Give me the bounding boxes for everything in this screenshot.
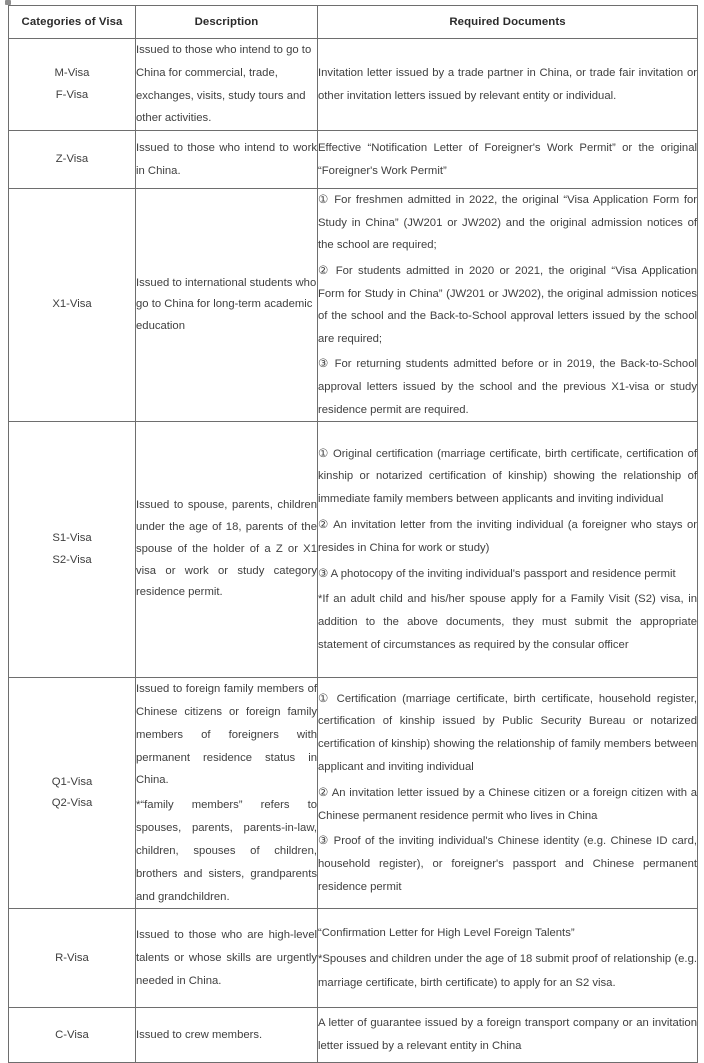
table-row bbox=[9, 678, 698, 909]
cell-description bbox=[136, 909, 318, 1008]
cell-description bbox=[136, 189, 318, 422]
cell-visa-category bbox=[9, 131, 136, 189]
cell-visa-category bbox=[9, 1008, 136, 1063]
description-paragraph: Issued to those who intend to work in China. bbox=[136, 142, 317, 177]
cell-visa-category bbox=[9, 678, 136, 909]
cell-required-documents bbox=[318, 1008, 698, 1063]
visa-category-label: S1-Visa bbox=[52, 532, 92, 545]
requirement-paragraph: ① Original certification (marriage certificate, birth certificate, certification of kinship or notarized certification of kinship) showing the relationship of immediate family members between applicants and inviting individual bbox=[318, 447, 697, 506]
visa-category-label: C-Visa bbox=[55, 1028, 89, 1041]
cell-required-documents bbox=[318, 131, 698, 189]
requirement-paragraph: Effective “Notification Letter of Foreigner's Work Permit” or the original “Foreigner's Work Permit” bbox=[318, 142, 697, 177]
description-paragraph: *“family members” refers to spouses, parents, parents-in-law, children, spouses of children, brothers and sisters, grandparents and grandchildren. bbox=[136, 799, 317, 903]
cell-description bbox=[136, 39, 318, 131]
cell-required-documents bbox=[318, 39, 698, 131]
cell-visa-category bbox=[9, 909, 136, 1008]
requirement-paragraph: A letter of guarantee issued by a foreign transport company or an invitation letter issued by a relevant entity in China bbox=[318, 1017, 697, 1053]
visa-category-label: Q2-Visa bbox=[51, 797, 93, 810]
requirement-paragraph: ① Certification (marriage certificate, birth certificate, household register, certification of kinship issued by Public Security Bureau or notarized certification of kinship) showing the relationship of family members between applicant and inviting individual bbox=[318, 692, 697, 774]
table-body bbox=[9, 39, 698, 1063]
visa-categories-table bbox=[8, 5, 698, 1063]
cell-required-documents bbox=[318, 678, 698, 909]
cell-visa-category bbox=[9, 39, 136, 131]
cell-required-documents bbox=[318, 422, 698, 678]
cell-description bbox=[136, 422, 318, 678]
cell-visa-category bbox=[9, 189, 136, 422]
description-paragraph: Issued to foreign family members of Chinese citizens or foreign family members of foreigners with permanent residence status in China. bbox=[136, 683, 317, 787]
requirement-paragraph: Invitation letter issued by a trade partner in China, or trade fair invitation or other invitation letters issued by relevant entity or individual. bbox=[318, 66, 697, 102]
column-header-categories: Categories of Visa bbox=[9, 6, 136, 39]
cell-required-documents bbox=[318, 189, 698, 422]
description-paragraph: Issued to international students who go to China for long-term academic education bbox=[136, 276, 317, 333]
description-paragraph: Issued to those who intend to go to China for commercial, trade, exchanges, visits, study tours and other activities. bbox=[136, 44, 312, 125]
table-row bbox=[9, 1008, 698, 1063]
requirement-paragraph: ③ Proof of the inviting individual's Chinese identity (e.g. Chinese ID card, household register), or foreigner's passport and Chinese permanent residence permit bbox=[318, 835, 697, 894]
table-row bbox=[9, 131, 698, 189]
visa-category-label: Z-Visa bbox=[55, 153, 89, 166]
table-row bbox=[9, 909, 698, 1008]
column-header-required-documents: Required Documents bbox=[318, 6, 698, 39]
description-paragraph: Issued to crew members. bbox=[136, 1029, 263, 1042]
requirement-paragraph: ② An invitation letter from the inviting individual (a foreigner who stays or resides in China for work or study) bbox=[318, 518, 697, 554]
requirement-paragraph: *If an adult child and his/her spouse apply for a Family Visit (S2) visa, in addition to the above documents, they must submit the appropriate statement of circumstances as required by the consular officer bbox=[318, 593, 697, 652]
visa-category-label: M-Visa bbox=[54, 67, 90, 80]
description-paragraph: Issued to those who are high-level talents or whose skills are urgently needed in China. bbox=[136, 928, 317, 987]
requirement-paragraph: ② For students admitted in 2020 or 2021, the original “Visa Application Form for Study in China” (JW201 or JW202), the original admission notices of the school and the Back-to-School approval letters issued by the school are required; bbox=[318, 265, 697, 345]
requirement-paragraph: ② An invitation letter issued by a Chinese citizen or a foreign citizen with a Chinese permanent residence permit who lives in China bbox=[318, 786, 697, 822]
table-row bbox=[9, 39, 698, 131]
requirement-paragraph: ① For freshmen admitted in 2022, the original “Visa Application Form for Study in China” (JW201 or JW202) and the original admission notices of the school are required; bbox=[318, 194, 697, 252]
cell-description bbox=[136, 1008, 318, 1063]
description-paragraph: Issued to spouse, parents, children under the age of 18, parents of the spouse of the holder of a Z or X1 visa or work or study category residence permit. bbox=[136, 499, 317, 599]
cell-required-documents bbox=[318, 909, 698, 1008]
requirement-paragraph: ③ For returning students admitted before or in 2019, the Back-to-School approval letters issued by the school and the previous X1-visa or study residence permit are required. bbox=[318, 358, 697, 416]
header-row bbox=[9, 6, 698, 39]
visa-category-label: R-Visa bbox=[55, 951, 89, 964]
table-row bbox=[9, 422, 698, 678]
requirement-paragraph: *Spouses and children under the age of 18 submit proof of relationship (e.g. marriage certificate, birth certificate) to apply for an S2 visa. bbox=[318, 953, 697, 989]
table-header bbox=[9, 6, 698, 39]
requirement-paragraph: ③ A photocopy of the inviting individual's passport and residence permit bbox=[318, 567, 676, 580]
visa-category-label: Q1-Visa bbox=[51, 775, 93, 788]
visa-category-label: X1-Visa bbox=[52, 298, 92, 311]
column-header-description: Description bbox=[136, 6, 318, 39]
visa-category-label: S2-Visa bbox=[52, 553, 92, 566]
visa-category-label: F-Visa bbox=[55, 88, 89, 101]
table-row bbox=[9, 189, 698, 422]
cell-description bbox=[136, 678, 318, 909]
cell-visa-category bbox=[9, 422, 136, 678]
requirement-paragraph: “Confirmation Letter for High Level Foreign Talents” bbox=[318, 926, 575, 939]
cell-description bbox=[136, 131, 318, 189]
